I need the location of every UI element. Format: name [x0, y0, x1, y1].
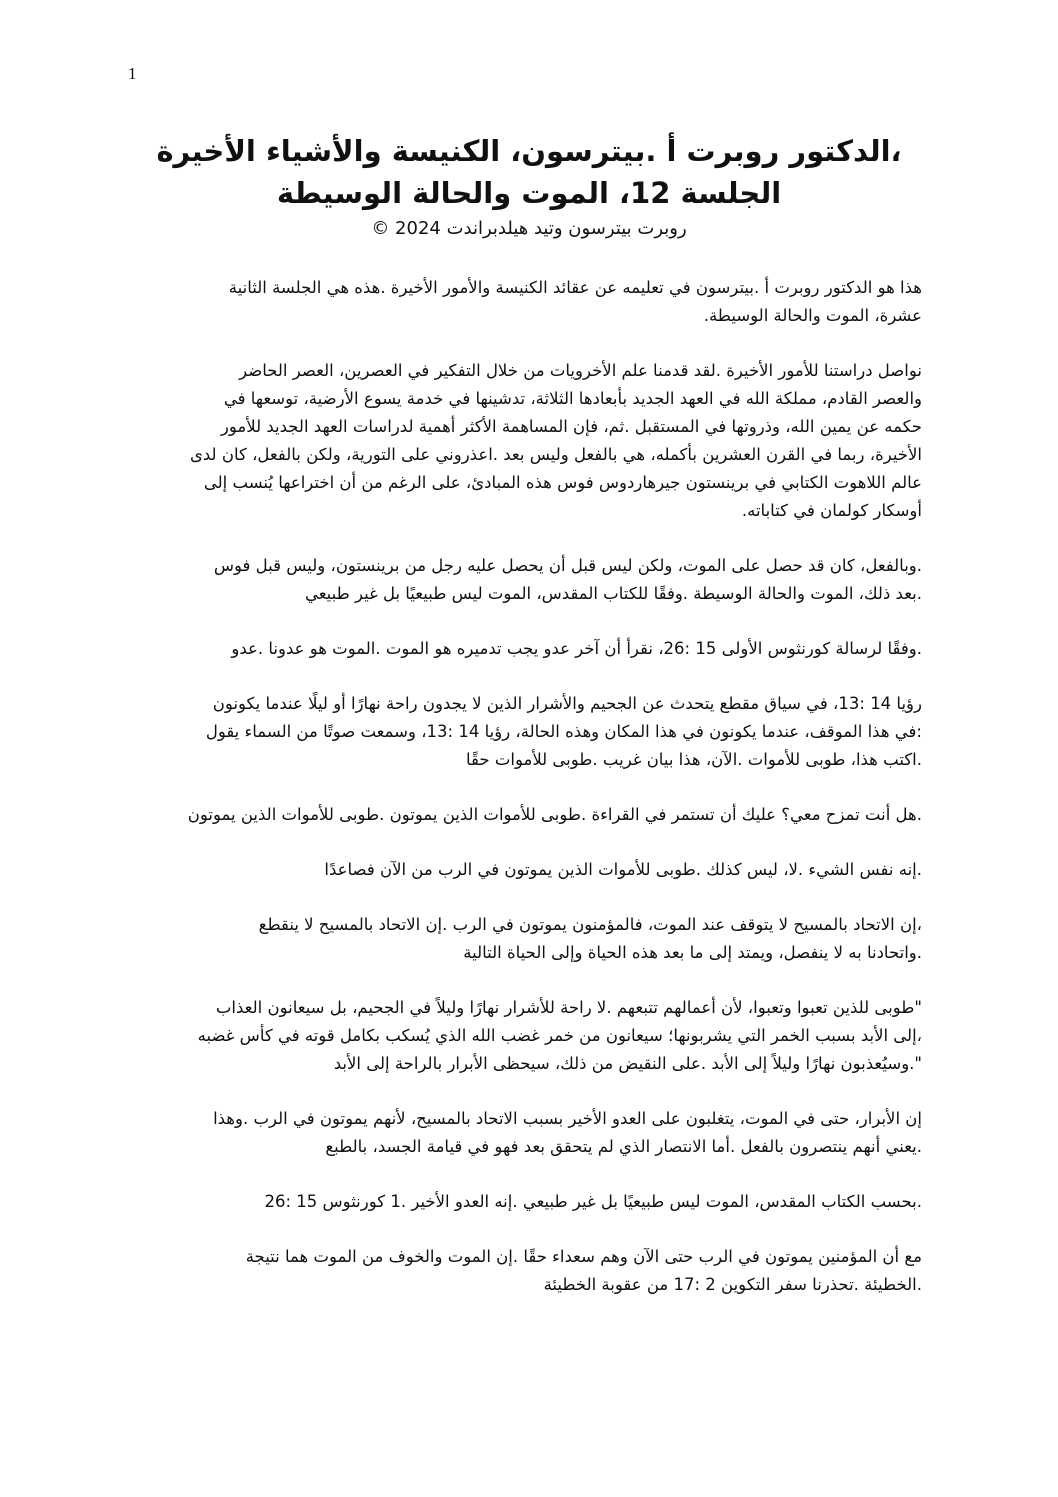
text-line: أوسكار كولمان في كتاباته.	[741, 501, 922, 520]
text-line: .إنه نفس الشيء .لا، ليس كذلك .طوبى للأموات الذين يموتون في الرب من الآن فصاعدًا	[324, 860, 922, 879]
text-line: .هل أنت تمزح معي؟ عليك أن تستمر في القراءة .طوبى للأموات الذين يموتون .طوبى للأموات الذين يموتون	[187, 805, 922, 824]
paragraph	[137, 635, 922, 663]
page-number: 1	[128, 64, 137, 83]
paragraph	[137, 274, 922, 330]
text-line: .يعني أنهم ينتصرون بالفعل .أما الانتصار الذي لم يتحقق بعد فهو في قيامة الجسد، بالطبع	[325, 1137, 922, 1156]
paragraph	[137, 1105, 922, 1161]
text-line: والعصر القادم، مملكة الله في العهد الجديد بأبعادها الثلاثة، تدشينها في خدمة يسوع الأرضية، توسعها في	[223, 389, 922, 408]
paragraph	[137, 552, 922, 608]
text-line: "طوبى للذين تعبوا وتعبوا، لأن أعمالهم تتبعهم .لا راحة للأشرار نهارًا وليلاً في الجحيم، بل سيعانون العذاب	[215, 998, 922, 1017]
paragraph	[137, 994, 922, 1078]
text-line: عشرة، الموت والحالة الوسيطة.	[703, 306, 922, 325]
text-line: :في هذا الموقف، عندما يكونون في هذا المكان وهذه الحالة، رؤيا 14 :13، وسمعت صوتًا من السماء يقول	[205, 722, 922, 741]
text-line: نواصل دراستنا للأمور الأخيرة .لقد قدمنا علم الأخرويات من خلال التفكير في العصرين، العصر الحاضر	[239, 361, 922, 380]
text-line: .اكتب هذا، طوبى للأموات .الآن، هذا بيان غريب .طوبى للأموات حقًا	[466, 750, 922, 769]
text-line: حكمه عن يمين الله، وذروتها في المستقبل .ثم، فإن المساهمة الأكثر أهمية لدراسات العهد الجديد للأمور	[220, 417, 922, 436]
document-header	[120, 130, 938, 244]
text-line: الأخيرة، ربما في القرن العشرين بأكمله، هي بالفعل وليس بعد .اعذروني على التورية، ولكن بالفعل، كان لدى	[189, 445, 922, 464]
text-line: .وفقًا لرسالة كورنثوس الأولى 15 :26، نقرأ أن آخر عدو يجب تدميره هو الموت .الموت هو عدونا .عدو	[231, 639, 922, 658]
text-line: مع أن المؤمنين يموتون في الرب حتى الآن وهم سعداء حقًا .إن الموت والخوف من الموت هما نتيجة	[245, 1247, 922, 1266]
copyright-line: روبرت بيترسون وتيد هيلدبراندت 2024 ©	[371, 218, 687, 239]
text-line: .واتحادنا به لا ينفصل، ويمتد إلى ما بعد هذه الحياة وإلى الحياة التالية	[463, 943, 922, 962]
text-line: عالم اللاهوت الكتابي في برينستون جيرهاردوس فوس هذه المبادئ، على الرغم من أن اختراعها يُنسب إلى	[203, 473, 922, 492]
title-line: ،الدكتور روبرت أ .بيترسون، الكنيسة والأشياء الأخيرة	[156, 134, 902, 168]
paragraph	[137, 911, 922, 967]
text-line: إن الأبرار، حتى في الموت، يتغلبون على العدو الأخير بسبب الاتحاد بالمسيح، لأنهم يموتون في الرب .وهذا	[213, 1109, 922, 1128]
text-line: .بحسب الكتاب المقدس، الموت ليس طبيعيًا بل غير طبيعي .إنه العدو الأخير .1 كورنثوس 15 :26	[264, 1192, 922, 1211]
paragraph	[137, 1188, 922, 1216]
paragraph	[137, 856, 922, 884]
text-line: رؤيا 14 :13، في سياق مقطع يتحدث عن الجحيم والأشرار الذين لا يجدون راحة نهارًا أو ليلًا عندما يكونون	[212, 694, 922, 713]
text-line: .وبالفعل، كان قد حصل على الموت، ولكن ليس قبل أن يحصل عليه رجل من برينستون، وليس قبل فوس	[213, 556, 922, 575]
paragraph	[137, 801, 922, 829]
document-body	[137, 274, 922, 1326]
paragraph	[137, 1243, 922, 1299]
text-line: ".وسيُعذبون نهارًا وليلاً إلى الأبد .على النقيض من ذلك، سيحظى الأبرار بالراحة إلى الأبد	[333, 1054, 922, 1073]
text-line: .بعد ذلك، الموت والحالة الوسيطة .وفقًا للكتاب المقدس، الموت ليس طبيعيًا بل غير طبيعي	[304, 584, 922, 603]
paragraph	[137, 690, 922, 774]
paragraph	[137, 357, 922, 525]
text-line: هذا هو الدكتور روبرت أ .بيترسون في تعليمه عن عقائد الكنيسة والأمور الأخيرة .هذه هي الجلسة الثانية	[228, 278, 922, 297]
text-line: ،إن الاتحاد بالمسيح لا يتوقف عند الموت، فالمؤمنون يموتون في الرب .إن الاتحاد بالمسيح لا ينقطع	[258, 915, 922, 934]
text-line: .الخطيئة .تحذرنا سفر التكوين 2 :17 من عقوبة الخطيئة	[543, 1275, 922, 1294]
text-line: ،إلى الأبد بسبب الخمر التي يشربونها؛ سيعانون من خمر غضب الله الذي يُسكب بكامل قوته في كأس غضبه	[197, 1026, 922, 1045]
title-line: الجلسة 12، الموت والحالة الوسيطة	[276, 176, 782, 210]
